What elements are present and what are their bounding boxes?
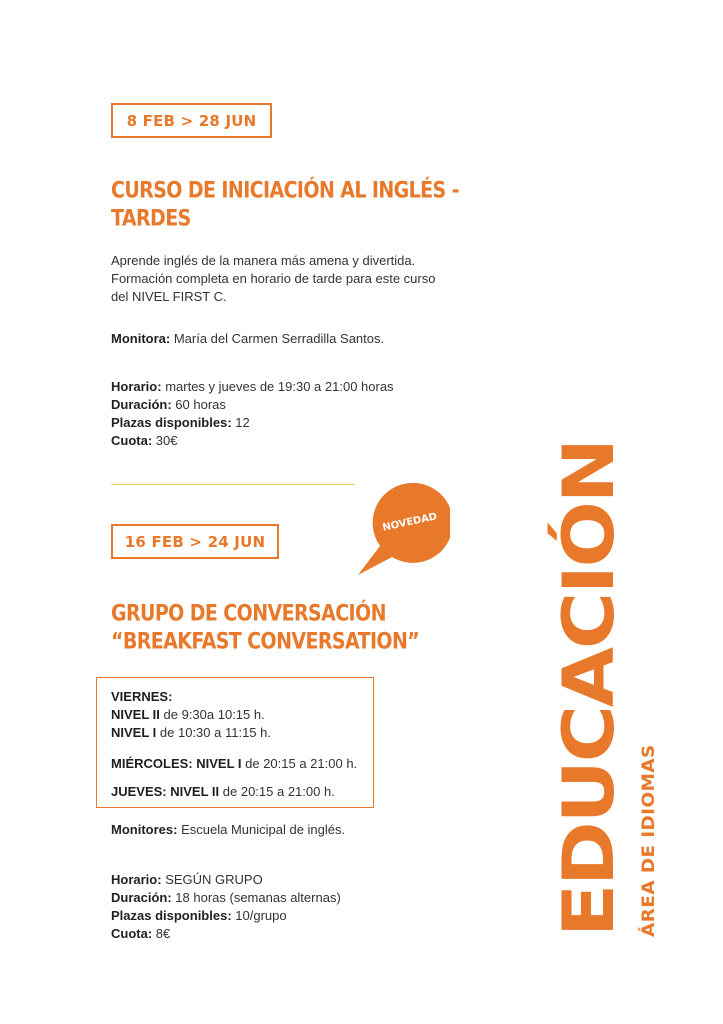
course2-monitor-value: Escuela Municipal de inglés.: [181, 822, 346, 837]
course1-monitor-label: Monitora:: [111, 331, 171, 346]
course2-monitor-label: Monitores:: [111, 822, 178, 837]
miercoles-label: MIÉRCOLES: NIVEL I: [111, 756, 242, 771]
course1-duracion-value: 60 horas: [175, 397, 226, 412]
course1-duracion-label: Duración:: [111, 397, 172, 412]
novedad-badge-text: NOVEDAD: [381, 511, 439, 534]
course1-plazas-label: Plazas disponibles:: [111, 415, 232, 430]
course2-monitor: [111, 821, 345, 839]
course2-duracion-label: Duración:: [111, 890, 172, 905]
sidebar-area-idiomas: ÁREA DE IDIOMAS: [639, 744, 659, 937]
miercoles-value: de 20:15 a 21:00 h.: [245, 756, 358, 771]
course1-desc-line2: Formación completa en horario de tarde para este curso: [111, 271, 436, 286]
course2-plazas-label: Plazas disponibles:: [111, 908, 232, 923]
course2-title-line1: GRUPO DE CONVERSACIÓN: [111, 601, 386, 627]
course1-desc-line1: Aprende inglés de la manera más amena y divertida.: [111, 253, 416, 268]
course2-title: [111, 600, 419, 655]
course2-cuota-value: 8€: [155, 926, 171, 941]
course1-desc-line3: del NIVEL FIRST C.: [111, 289, 227, 304]
sidebar-educacion-word: EDUCACIÓN: [548, 440, 630, 937]
course1-cuota-value: 30€: [155, 433, 178, 448]
course1-title: [111, 177, 459, 232]
course2-horario-label: Horario:: [111, 872, 162, 887]
viernes-nivel1-label: NIVEL I: [111, 725, 157, 740]
course1-date: 8 FEB > 28 JUN: [126, 111, 257, 130]
course2-cuota-label: Cuota:: [111, 926, 153, 941]
section-divider: [111, 484, 355, 485]
course2-duracion-value: 18 horas (semanas alternas): [175, 890, 341, 905]
viernes-nivel1-value: de 10:30 a 11:15 h.: [159, 725, 271, 740]
viernes-label: VIERNES:: [111, 689, 173, 704]
course1-date-box: [111, 103, 272, 138]
course1-details: [111, 378, 394, 450]
course2-plazas-value: 10/grupo: [235, 908, 287, 923]
course1-horario-value: martes y jueves de 19:30 a 21:00 horas: [165, 379, 394, 394]
course1-plazas-value: 12: [235, 415, 250, 430]
course2-horario-value: SEGÚN GRUPO: [165, 872, 263, 887]
course1-horario-label: Horario:: [111, 379, 162, 394]
viernes-nivel2-label: NIVEL II: [111, 707, 160, 722]
jueves-value: de 20:15 a 21:00 h.: [222, 784, 335, 799]
novedad-badge: [350, 478, 450, 578]
course1-title-line1: CURSO DE INICIACIÓN AL INGLÉS -: [111, 178, 459, 204]
course1-monitor: [111, 330, 384, 348]
course2-title-line2: “BREAKFAST CONVERSATION”: [111, 628, 420, 655]
course2-date-box: [111, 524, 279, 559]
viernes-nivel2-value: de 9:30a 10:15 h.: [163, 707, 265, 722]
course1-cuota-label: Cuota:: [111, 433, 153, 448]
course2-date: 16 FEB > 24 JUN: [124, 532, 266, 551]
course1-title-line2: TARDES: [111, 205, 191, 232]
course2-details: [111, 871, 341, 943]
course2-schedule-box: [96, 677, 374, 808]
course1-monitor-value: María del Carmen Serradilla Santos.: [173, 331, 385, 346]
course1-description: [111, 252, 435, 306]
jueves-label: JUEVES: NIVEL II: [111, 784, 220, 799]
